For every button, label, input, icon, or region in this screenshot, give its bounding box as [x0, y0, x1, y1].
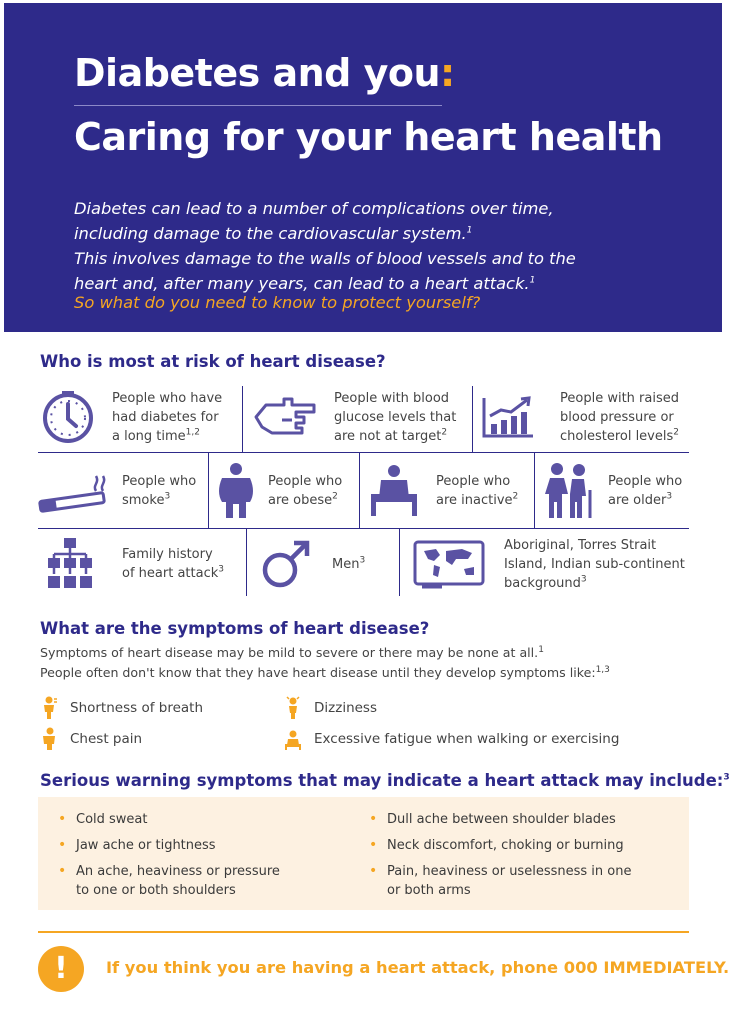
exclamation-icon: ! — [38, 946, 84, 992]
footer-divider — [38, 931, 689, 933]
male-symbol-icon — [256, 538, 316, 590]
warning-symptoms-box — [38, 797, 689, 910]
risk-item-inactive: People who are inactive$^2$ — [366, 458, 534, 524]
list-item: • Dull ache between shoulder blades — [369, 810, 631, 829]
symptom-fatigue: Excessive fatigue when walking or exercising — [284, 727, 619, 751]
clock-icon — [38, 389, 98, 445]
page-title: Diabetes and you: — [74, 51, 455, 95]
risk-item-long-time-diabetes: People who have had diabetes for a long time$^{1,2}$ — [38, 386, 242, 448]
risk-item-smoke: People who smoke$^3$ — [38, 458, 208, 524]
list-item: • Jaw ache or tightness — [58, 836, 280, 855]
title-divider — [74, 105, 442, 106]
warning-list-left — [58, 810, 280, 907]
sitting-person-icon — [366, 464, 422, 518]
obese-person-icon — [214, 462, 258, 520]
breathless-person-icon — [40, 696, 58, 720]
intro-paragraph: Diabetes can lead to a number of complications over time, including damage to the cardiovascular system.$^1$ This involves damage to the walls of blood vessels and to the heart and, after many years, can lead to a heart attack.$^1$ — [74, 199, 576, 293]
finger-prick-icon — [250, 395, 320, 439]
list-item: • Pain, heaviness or uselessness in one or both arms — [369, 862, 631, 900]
list-item: • Cold sweat — [58, 810, 280, 829]
warning-list-right — [369, 810, 631, 907]
symptoms-heading: What are the symptoms of heart disease? — [40, 619, 430, 638]
risk-item-family-history: Family history of heart attack$^3$ — [38, 532, 246, 596]
emergency-message: If you think you are having a heart attack, phone 000 IMMEDIATELY. — [106, 958, 730, 977]
chest-pain-person-icon — [40, 727, 58, 751]
risk-item-background: Aboriginal, Torres Strait Island, Indian sub-continent background$^3$ — [410, 532, 689, 596]
symptom-dizziness: Dizziness — [284, 696, 377, 720]
family-tree-icon — [38, 536, 102, 592]
grid-divider — [534, 452, 535, 528]
dizzy-person-icon — [284, 696, 302, 720]
risk-item-obese: People who are obese$^2$ — [214, 458, 359, 524]
fatigued-person-icon — [284, 727, 302, 751]
list-item: • Neck discomfort, choking or burning — [369, 836, 631, 855]
grid-divider — [38, 528, 689, 529]
risk-item-men: Men$^3$ — [256, 532, 399, 596]
page-subtitle: Caring for your heart health — [74, 115, 663, 159]
grid-divider — [472, 386, 473, 452]
risk-item-older: People who are older$^3$ — [542, 458, 689, 524]
header-banner — [4, 3, 722, 332]
risk-item-blood-pressure: People with raised blood pressure or cholesterol levels$^2$ — [478, 386, 689, 448]
grid-divider — [246, 528, 247, 596]
grid-divider — [38, 452, 689, 453]
grid-divider — [359, 452, 360, 528]
risk-heading: Who is most at risk of heart disease? — [40, 352, 386, 371]
symptoms-intro-line2: People often don't know that they have heart disease until they develop symptoms like:$^{1,3}$ — [40, 664, 610, 680]
grid-divider — [242, 386, 243, 452]
cigarette-icon — [38, 471, 110, 511]
symptoms-intro-line1: Symptoms of heart disease may be mild to severe or there may be none at all.$^1$ — [40, 644, 544, 660]
warning-heading: Serious warning symptoms that may indicate a heart attack may include:$^3$ — [40, 771, 730, 790]
world-map-icon — [410, 537, 488, 591]
grid-divider — [208, 452, 209, 528]
list-item: • An ache, heaviness or pressure to one or both shoulders — [58, 862, 280, 900]
grid-divider — [399, 528, 400, 596]
elderly-couple-icon — [542, 462, 596, 520]
symptom-shortness-of-breath: Shortness of breath — [40, 696, 203, 720]
symptom-chest-pain: Chest pain — [40, 727, 142, 751]
protect-question: So what do you need to know to protect yourself? — [74, 293, 481, 312]
rising-chart-icon — [478, 394, 538, 440]
risk-item-glucose: People with blood glucose levels that are not at target$^2$ — [250, 386, 472, 448]
